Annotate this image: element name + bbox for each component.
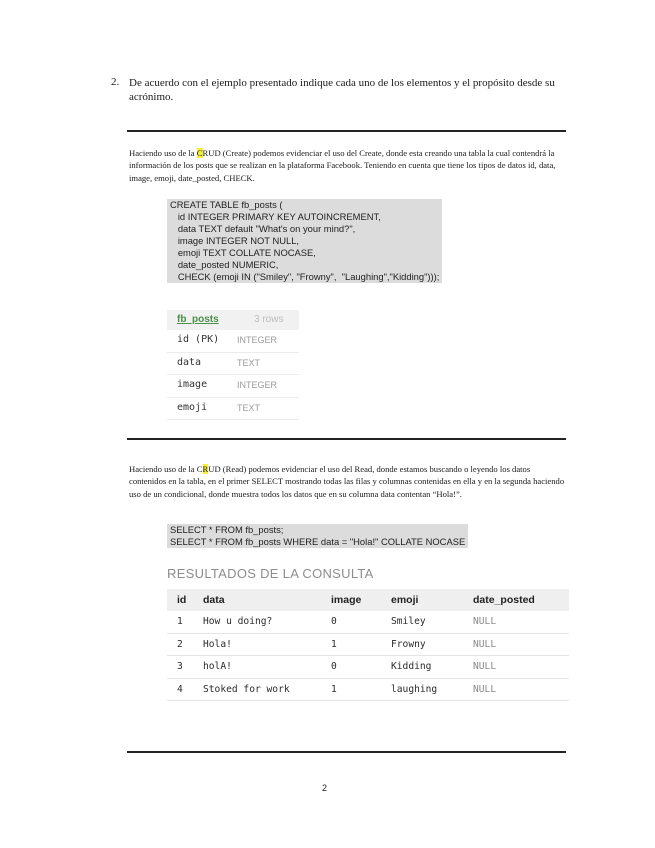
code-line: id INTEGER PRIMARY KEY AUTOINCREMENT, bbox=[170, 211, 381, 222]
read-code-block bbox=[167, 524, 468, 548]
results-title: RESULTADOS DE LA CONSULTA bbox=[167, 566, 374, 581]
cell-date-posted: NULL bbox=[473, 678, 569, 701]
table-row bbox=[167, 633, 569, 656]
cell-date-posted: NULL bbox=[473, 633, 569, 656]
page-number: 2 bbox=[322, 783, 328, 793]
results-header-row bbox=[167, 589, 569, 611]
code-line: date_posted NUMERIC, bbox=[170, 259, 279, 270]
schema-row bbox=[167, 375, 299, 398]
section-divider-middle bbox=[127, 438, 566, 440]
code-line: CREATE TABLE fb_posts ( bbox=[170, 199, 283, 210]
create-code-block bbox=[167, 199, 442, 283]
col-header[interactable]: emoji bbox=[391, 589, 473, 611]
schema-row bbox=[167, 398, 299, 421]
schema-column-type: INTEGER bbox=[237, 380, 278, 391]
col-header[interactable]: id bbox=[167, 589, 203, 611]
code-line: CHECK (emoji IN ("Smiley", "Frowny", "Laughing","Kidding"))); bbox=[170, 271, 440, 282]
schema-column-type: TEXT bbox=[237, 402, 261, 413]
cell-emoji: Frowny bbox=[391, 633, 473, 656]
cell-data: Hola! bbox=[203, 633, 331, 656]
section-divider-top bbox=[127, 130, 566, 132]
code-line: SELECT * FROM fb_posts; bbox=[170, 524, 284, 535]
results-table bbox=[167, 589, 569, 701]
schema-row bbox=[167, 330, 299, 353]
code-line: emoji TEXT COLLATE NOCASE, bbox=[170, 247, 316, 258]
code-line: image INTEGER NOT NULL, bbox=[170, 235, 300, 246]
cell-data: Stoked for work bbox=[203, 678, 331, 701]
cell-emoji: Smiley bbox=[391, 611, 473, 633]
code-line: SELECT * FROM fb_posts WHERE data = "Hola!" COLLATE NOCASE bbox=[170, 536, 466, 547]
table-row bbox=[167, 678, 569, 701]
schema-table bbox=[167, 310, 299, 420]
read-paragraph: Haciendo uso de la CRUD (Read) podemos evidenciar el uso del Read, donde estamos buscando o leyendo los datos contenidos en la tabla, en el primer SELECT mostrando todas las filas y columnas contenidas en ella y en la segunda haciendo uso de un condicional, donde muestra todos los datos que en su columna data contentan “Hola!”. bbox=[129, 464, 565, 499]
schema-column-name: image bbox=[177, 379, 208, 391]
code-line: data TEXT default "What's on your mind?", bbox=[170, 223, 356, 234]
highlight-r: R bbox=[202, 464, 209, 474]
schema-column-type: TEXT bbox=[237, 357, 261, 368]
col-header[interactable]: date_posted bbox=[473, 589, 569, 611]
cell-image: 0 bbox=[331, 656, 391, 679]
schema-column-name: id (PK) bbox=[177, 334, 220, 345]
table-row bbox=[167, 656, 569, 679]
cell-id: 2 bbox=[167, 633, 203, 656]
col-header[interactable]: data bbox=[203, 589, 331, 611]
question-text: De acuerdo con el ejemplo presentado indique cada uno de los elementos y el propósito desde su acrónimo. bbox=[129, 77, 555, 103]
schema-table-name[interactable]: fb_posts bbox=[177, 314, 219, 325]
cell-data: How u doing? bbox=[203, 611, 331, 633]
schema-column-type: INTEGER bbox=[237, 335, 278, 345]
cell-id: 4 bbox=[167, 678, 203, 701]
schema-column-name: emoji bbox=[177, 401, 208, 413]
col-header[interactable]: image bbox=[331, 589, 391, 611]
schema-row bbox=[167, 353, 299, 376]
table-row bbox=[167, 611, 569, 633]
question-number: 2. bbox=[111, 76, 120, 88]
cell-image: 1 bbox=[331, 633, 391, 656]
cell-id: 1 bbox=[167, 611, 203, 633]
schema-header bbox=[167, 310, 299, 330]
cell-image: 1 bbox=[331, 678, 391, 701]
highlight-c: C bbox=[196, 148, 203, 158]
cell-image: 0 bbox=[331, 611, 391, 633]
schema-column-name: data bbox=[177, 356, 202, 368]
schema-row-count: 3 rows bbox=[254, 314, 284, 325]
cell-id: 3 bbox=[167, 656, 203, 679]
cell-emoji: Kidding bbox=[391, 656, 473, 679]
cell-date-posted: NULL bbox=[473, 656, 569, 679]
section-divider-bottom bbox=[127, 751, 566, 753]
cell-date-posted: NULL bbox=[473, 611, 569, 633]
create-paragraph: Haciendo uso de la CRUD (Create) podemos evidenciar el uso del Create, donde esta creando una tabla la cual contendrá la información de los posts que se realizan en la plataforma Facebook. Teniendo en cuenta que tiene los tipos de datos id, data, image, emoji, date_posted, CHECK. bbox=[129, 148, 556, 183]
cell-emoji: laughing bbox=[391, 678, 473, 701]
cell-data: holA! bbox=[203, 656, 331, 679]
